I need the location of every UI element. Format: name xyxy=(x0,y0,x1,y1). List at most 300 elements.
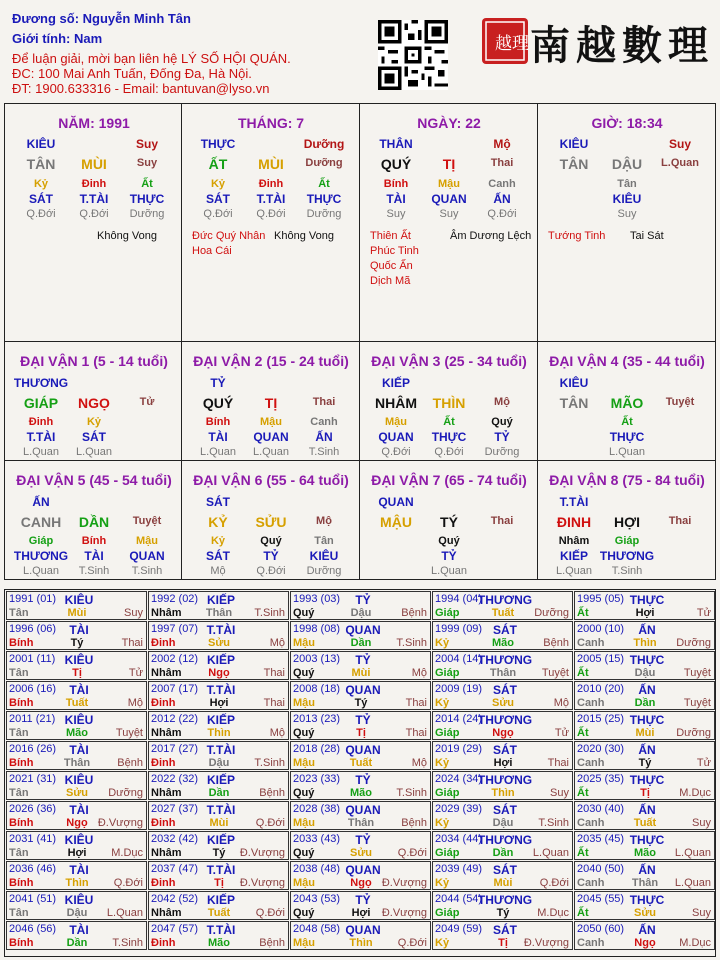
year-cell[interactable] xyxy=(574,711,715,740)
hidden-god: T.TÀI xyxy=(256,192,286,206)
luck-cycle-box xyxy=(537,460,716,580)
year-label: 2001 (11) xyxy=(9,653,56,665)
year-stage: Dưỡng xyxy=(676,637,711,649)
hidden-stage: Suy xyxy=(439,208,459,220)
year-cell[interactable] xyxy=(290,861,431,890)
luck-cycle-chi: TÝ xyxy=(440,514,458,530)
header xyxy=(0,0,720,100)
year-label: 1997 (07) xyxy=(151,623,199,635)
hidden-stage: Q.Đới xyxy=(26,208,56,220)
year-label: 2048 (58) xyxy=(293,923,341,935)
year-cell[interactable] xyxy=(6,681,147,710)
year-god: KIÊU xyxy=(64,593,94,607)
year-god: TÀI xyxy=(69,863,89,877)
pillar-chi: MÙI xyxy=(258,156,284,172)
year-chi: Tý xyxy=(354,697,368,709)
luck-cycle-chi: DẦN xyxy=(78,514,110,530)
hidden-god: QUAN xyxy=(431,192,467,206)
year-god: TỶ xyxy=(355,833,371,847)
hidden-can: Đinh xyxy=(258,178,284,190)
hidden-god: SÁT xyxy=(29,192,53,206)
year-god: QUAN xyxy=(345,923,381,937)
hidden-can: Mậu xyxy=(438,178,460,190)
year-god: T.TÀI xyxy=(206,803,236,817)
year-cell[interactable] xyxy=(574,771,715,800)
pillar-chi: MÙI xyxy=(81,156,107,172)
luck-cycle-star: T.TÀI xyxy=(559,495,589,509)
year-god: SÁT xyxy=(493,683,517,697)
hidden-stage: L.Quan xyxy=(608,446,646,458)
year-cell[interactable] xyxy=(432,711,573,740)
year-cell[interactable] xyxy=(6,801,147,830)
year-chi: Tị xyxy=(498,937,508,949)
year-stage: Mộ xyxy=(127,697,143,709)
year-cell[interactable] xyxy=(574,801,715,830)
hidden-stage: Dưỡng xyxy=(306,565,342,577)
year-cell[interactable] xyxy=(148,831,289,860)
hidden-can: Giáp xyxy=(614,535,640,547)
hidden-can: Kỷ xyxy=(210,535,226,547)
year-god: ẤN xyxy=(638,743,656,757)
year-chi: Tý xyxy=(496,907,510,919)
hidden-stage: Q.Đới xyxy=(381,446,411,458)
pillar-note: Dịch Mã xyxy=(370,275,411,287)
hidden-stage: T.Sinh xyxy=(308,446,340,458)
year-cell[interactable] xyxy=(148,711,289,740)
pillar-note: Hoa Cái xyxy=(192,245,232,257)
year-cell[interactable] xyxy=(148,861,289,890)
pillar-title: GIỜ: 18:34 xyxy=(591,115,663,131)
year-god: T.TÀI xyxy=(206,923,236,937)
pillar-note: Tai Sát xyxy=(630,230,664,242)
luck-cycle-chi: SỬU xyxy=(255,514,287,530)
year-label: 1999 (09) xyxy=(435,623,483,635)
year-cell[interactable] xyxy=(290,801,431,830)
year-label: 2016 (26) xyxy=(9,743,57,755)
year-stage: M.Dục xyxy=(679,787,711,799)
hidden-god: SÁT xyxy=(206,549,230,563)
annual-luck-grid xyxy=(4,589,716,957)
year-label: 2049 (59) xyxy=(435,923,483,935)
luck-cycle-star: QUAN xyxy=(378,495,414,509)
year-chi: Tuất xyxy=(349,757,373,769)
year-god: TÀI xyxy=(69,683,89,697)
year-chi: Hợi xyxy=(67,847,87,859)
year-god: THỰC xyxy=(629,713,665,727)
year-label: 2004 (14) xyxy=(435,653,483,665)
year-can: Quý xyxy=(293,847,315,859)
luck-cycle-stage: Mộ xyxy=(316,515,332,527)
hidden-can: Bính xyxy=(81,535,107,547)
year-cell[interactable] xyxy=(148,891,289,920)
year-can: Canh xyxy=(577,877,605,889)
year-label: 2019 (29) xyxy=(435,743,483,755)
year-stage: Q.Đới xyxy=(255,817,285,829)
year-god: KIÊU xyxy=(64,653,94,667)
hidden-god: TỶ xyxy=(494,430,510,444)
year-cell[interactable] xyxy=(148,591,289,620)
year-chi: Ngọ xyxy=(492,727,514,739)
year-stage: Bệnh xyxy=(543,637,569,649)
year-god: ẤN xyxy=(638,683,656,697)
year-chi: Sửu xyxy=(491,697,515,709)
year-cell[interactable] xyxy=(290,651,431,680)
year-stage: L.Quan xyxy=(106,907,143,919)
hidden-can: Kỷ xyxy=(86,416,102,428)
year-god: KIẾP xyxy=(206,893,236,907)
year-stage: Q.Đới xyxy=(255,907,285,919)
year-cell[interactable] xyxy=(6,711,147,740)
year-cell[interactable] xyxy=(574,861,715,890)
year-cell[interactable] xyxy=(148,771,289,800)
hidden-god: THƯƠNG xyxy=(599,549,655,563)
year-cell[interactable] xyxy=(574,621,715,650)
year-cell[interactable] xyxy=(6,651,147,680)
pillar-stage: Mộ xyxy=(493,137,511,151)
year-can: Tân xyxy=(9,667,29,679)
year-cell[interactable] xyxy=(6,741,147,770)
year-can: Quý xyxy=(293,727,315,739)
hidden-god: THỰC xyxy=(431,430,467,444)
year-god: THƯƠNG xyxy=(477,653,533,667)
pillar-stage: Suy xyxy=(668,137,692,151)
year-label: 2044 (54) xyxy=(435,893,483,905)
year-can: Ất xyxy=(577,727,589,739)
year-chi: Dần xyxy=(634,697,656,709)
year-god: QUAN xyxy=(345,683,381,697)
pillar-star: KIÊU xyxy=(26,137,56,151)
hidden-god: QUAN xyxy=(129,549,165,563)
hidden-stage: Suy xyxy=(386,208,406,220)
year-can: Tân xyxy=(9,607,29,619)
year-cell[interactable] xyxy=(574,681,715,710)
year-label: 2009 (19) xyxy=(435,683,483,695)
year-god: QUAN xyxy=(345,743,381,757)
luck-cycle-can: TÂN xyxy=(559,395,589,411)
year-god: KIẾP xyxy=(206,773,236,787)
year-can: Giáp xyxy=(435,847,460,859)
year-can: Đinh xyxy=(151,937,176,949)
hidden-can: Kỷ xyxy=(210,178,226,190)
pillar-stage2: L.Quan xyxy=(661,157,699,169)
year-stage: Mộ xyxy=(269,637,285,649)
year-chi: Tị xyxy=(640,787,650,799)
year-stage: Tuyệt xyxy=(541,667,569,679)
pillar-stage: Suy xyxy=(135,137,159,151)
year-god: THƯƠNG xyxy=(477,593,533,607)
year-cell[interactable] xyxy=(290,891,431,920)
year-chi: Thân xyxy=(205,607,233,619)
year-cell[interactable] xyxy=(432,591,573,620)
year-cell[interactable] xyxy=(290,681,431,710)
year-cell[interactable] xyxy=(290,921,431,950)
luck-cycle-can: GIÁP xyxy=(23,395,59,411)
year-cell[interactable] xyxy=(148,921,289,950)
hidden-stage: Q.Đới xyxy=(256,565,286,577)
year-label: 2031 (41) xyxy=(9,833,57,845)
year-can: Nhâm xyxy=(151,667,182,679)
luck-cycle-can: CANH xyxy=(20,514,62,530)
year-cell[interactable] xyxy=(432,801,573,830)
pillar-note: Đức Quý Nhân xyxy=(192,230,266,242)
year-cell[interactable] xyxy=(148,741,289,770)
year-cell[interactable] xyxy=(6,621,147,650)
year-label: 2035 (45) xyxy=(577,833,625,845)
year-can: Mậu xyxy=(293,757,315,769)
hidden-can: Ất xyxy=(141,178,153,190)
year-stage: Bệnh xyxy=(401,817,427,829)
luck-cycle-can: KỶ xyxy=(208,514,228,530)
year-cell[interactable] xyxy=(432,831,573,860)
year-cell[interactable] xyxy=(574,921,715,950)
year-stage: T.Sinh xyxy=(254,607,285,619)
year-can: Tân xyxy=(9,787,29,799)
hidden-can: Mậu xyxy=(385,416,407,428)
year-chi: Dậu xyxy=(208,757,230,769)
year-label: 2013 (23) xyxy=(293,713,341,725)
year-cell[interactable] xyxy=(290,711,431,740)
year-label: 2008 (18) xyxy=(293,683,341,695)
year-cell[interactable] xyxy=(6,921,147,950)
luck-cycle-star: ẤN xyxy=(32,495,50,509)
year-cell[interactable] xyxy=(574,591,715,620)
year-chi: Dần xyxy=(208,787,230,799)
year-can: Canh xyxy=(577,757,605,769)
year-stage: Tuyệt xyxy=(683,697,711,709)
year-stage: Đ.Vượng xyxy=(381,877,427,889)
year-stage: T.Sinh xyxy=(538,817,569,829)
year-cell[interactable] xyxy=(432,861,573,890)
year-can: Kỷ xyxy=(435,637,450,649)
pillar-box xyxy=(4,103,182,342)
year-god: T.TÀI xyxy=(206,623,236,637)
year-stage: Tuyệt xyxy=(115,727,143,739)
year-stage: M.Dục xyxy=(537,907,569,919)
year-god: SÁT xyxy=(493,863,517,877)
year-cell[interactable] xyxy=(6,591,147,620)
year-stage: Q.Đới xyxy=(113,877,143,889)
year-god: THỰC xyxy=(629,773,665,787)
year-chi: Thân xyxy=(489,667,517,679)
year-cell[interactable] xyxy=(432,651,573,680)
year-stage: T.Sinh xyxy=(112,937,143,949)
year-can: Bính xyxy=(9,877,34,889)
hidden-can: Giáp xyxy=(28,535,54,547)
year-cell[interactable] xyxy=(432,741,573,770)
year-can: Tân xyxy=(9,727,29,739)
year-label: 2020 (30) xyxy=(577,743,625,755)
year-god: ẤN xyxy=(638,923,656,937)
pillar-title: THÁNG: 7 xyxy=(237,115,305,131)
year-can: Ất xyxy=(577,907,589,919)
year-stage: Thai xyxy=(405,697,427,709)
luck-cycle-chi: NGỌ xyxy=(78,395,110,411)
year-label: 2002 (12) xyxy=(151,653,199,665)
year-can: Mậu xyxy=(293,637,315,649)
year-stage: Đ.Vượng xyxy=(239,877,285,889)
year-cell[interactable] xyxy=(574,891,715,920)
year-label: 2038 (48) xyxy=(293,863,341,875)
year-cell[interactable] xyxy=(148,651,289,680)
luck-cycle-title: ĐẠI VẬN 4 (35 - 44 tuổi) xyxy=(549,353,705,369)
year-cell[interactable] xyxy=(290,591,431,620)
year-cell[interactable] xyxy=(432,891,573,920)
year-chi: Thân xyxy=(347,817,375,829)
year-cell[interactable] xyxy=(574,831,715,860)
hidden-can: Kỷ xyxy=(33,178,49,190)
year-label: 2043 (53) xyxy=(293,893,341,905)
year-cell[interactable] xyxy=(6,861,147,890)
year-can: Bính xyxy=(9,697,34,709)
luck-cycle-chi: TỊ xyxy=(264,395,278,411)
year-chi: Sửu xyxy=(207,637,231,649)
year-label: 2022 (32) xyxy=(151,773,199,785)
hidden-god: SÁT xyxy=(82,430,106,444)
hidden-stage: L.Quan xyxy=(22,446,60,458)
year-label: 1993 (03) xyxy=(293,593,341,605)
year-god: THƯƠNG xyxy=(477,833,533,847)
year-god: TÀI xyxy=(69,923,89,937)
year-stage: Thai xyxy=(263,697,285,709)
year-cell[interactable] xyxy=(432,921,573,950)
brand-logo: 南越數理 xyxy=(530,22,714,69)
hidden-can: Bính xyxy=(205,416,231,428)
year-cell[interactable] xyxy=(290,771,431,800)
hidden-can: Quý xyxy=(438,535,460,547)
year-god: KIÊU xyxy=(64,893,94,907)
year-stage: Thai xyxy=(121,637,143,649)
year-god: ẤN xyxy=(638,623,656,637)
year-stage: T.Sinh xyxy=(254,757,285,769)
year-label: 2032 (42) xyxy=(151,833,199,845)
year-label: 2014 (24) xyxy=(435,713,483,725)
pillar-stage2: Dưỡng xyxy=(305,157,343,169)
year-chi: Hợi xyxy=(635,607,655,619)
year-chi: Tý xyxy=(638,757,652,769)
hidden-stage: T.Sinh xyxy=(131,565,163,577)
luck-cycle-chi: MÃO xyxy=(610,395,644,411)
hidden-god: TÀI xyxy=(208,430,228,444)
luck-cycle-chi: THÌN xyxy=(432,395,466,411)
year-can: Bính xyxy=(9,937,34,949)
year-chi: Ngọ xyxy=(634,937,656,949)
year-chi: Sửu xyxy=(349,847,373,859)
year-can: Mậu xyxy=(293,817,315,829)
pillar-title: NĂM: 1991 xyxy=(58,115,130,131)
year-stage: Suy xyxy=(692,817,711,829)
year-stage: T.Sinh xyxy=(396,637,427,649)
year-cell[interactable] xyxy=(432,771,573,800)
luck-cycle-can: NHÂM xyxy=(375,395,417,411)
hidden-god: THỰC xyxy=(129,192,165,206)
luck-cycle-stage: Thai xyxy=(490,515,514,527)
year-can: Bính xyxy=(9,637,34,649)
year-cell[interactable] xyxy=(148,801,289,830)
pillar-note: Âm Dương Lệch xyxy=(450,230,532,242)
phone-email-line: ĐT: 1900.633316 - Email: bantuvan@lyso.vn xyxy=(12,81,270,96)
year-cell[interactable] xyxy=(148,681,289,710)
year-stage: Tuyệt xyxy=(683,667,711,679)
hidden-can: Quý xyxy=(491,416,513,428)
hidden-god: TỶ xyxy=(263,549,279,563)
year-god: THƯƠNG xyxy=(477,893,533,907)
year-can: Canh xyxy=(577,637,605,649)
year-cell[interactable] xyxy=(290,621,431,650)
year-chi: Sửu xyxy=(65,787,89,799)
luck-cycle-stage: Mộ xyxy=(494,396,510,408)
hidden-can: Nhâm xyxy=(558,535,590,547)
year-god: T.TÀI xyxy=(206,743,236,757)
year-god: THỰC xyxy=(629,653,665,667)
year-god: KIÊU xyxy=(64,773,94,787)
year-god: QUAN xyxy=(345,863,381,877)
luck-cycle-stage: Tuyệt xyxy=(132,515,162,527)
year-cell[interactable] xyxy=(432,681,573,710)
year-god: SÁT xyxy=(493,743,517,757)
year-stage: Dưỡng xyxy=(534,607,569,619)
year-stage: Tử xyxy=(696,757,711,769)
year-chi: Dậu xyxy=(350,607,372,619)
hidden-can: Ất xyxy=(318,178,330,190)
year-stage: Bệnh xyxy=(117,757,143,769)
year-can: Đinh xyxy=(151,877,176,889)
hidden-can: Canh xyxy=(488,178,516,190)
year-label: 2047 (57) xyxy=(151,923,199,935)
year-cell[interactable] xyxy=(290,831,431,860)
year-label: 2037 (47) xyxy=(151,863,199,875)
year-stage: Q.Đới xyxy=(397,937,427,949)
year-god: QUAN xyxy=(345,803,381,817)
year-can: Giáp xyxy=(435,907,460,919)
year-can: Kỷ xyxy=(435,757,450,769)
year-stage: Tử xyxy=(696,607,711,619)
year-cell[interactable] xyxy=(6,771,147,800)
year-god: KIẾP xyxy=(206,653,236,667)
year-cell[interactable] xyxy=(290,741,431,770)
year-chi: Hợi xyxy=(209,697,229,709)
hidden-can: Ất xyxy=(621,416,633,428)
year-stage: Mộ xyxy=(411,757,427,769)
year-stage: L.Quan xyxy=(532,847,569,859)
year-label: 2012 (22) xyxy=(151,713,199,725)
pillar-star: THỰC xyxy=(200,137,236,151)
hidden-god: QUAN xyxy=(253,430,289,444)
year-can: Đinh xyxy=(151,637,176,649)
year-cell[interactable] xyxy=(6,831,147,860)
year-god: THƯƠNG xyxy=(477,773,533,787)
year-cell[interactable] xyxy=(6,891,147,920)
luck-cycle-title: ĐẠI VẬN 8 (75 - 84 tuổi) xyxy=(549,472,705,488)
hidden-god: TÀI xyxy=(386,192,406,206)
year-cell[interactable] xyxy=(148,621,289,650)
year-cell[interactable] xyxy=(432,621,573,650)
year-label: 2046 (56) xyxy=(9,923,57,935)
year-cell[interactable] xyxy=(574,741,715,770)
year-chi: Tị xyxy=(214,877,224,889)
hidden-god: T.TÀI xyxy=(79,192,109,206)
year-label: 2027 (37) xyxy=(151,803,199,815)
hidden-stage: Q.Đới xyxy=(487,208,517,220)
year-cell[interactable] xyxy=(574,651,715,680)
hidden-stage: L.Quan xyxy=(199,446,237,458)
year-god: KIÊU xyxy=(64,713,94,727)
year-stage: Thai xyxy=(263,667,285,679)
year-god: TỶ xyxy=(355,593,371,607)
hidden-can: Ất xyxy=(443,416,455,428)
year-can: Nhâm xyxy=(151,907,182,919)
year-god: SÁT xyxy=(493,803,517,817)
year-god: TỶ xyxy=(355,713,371,727)
